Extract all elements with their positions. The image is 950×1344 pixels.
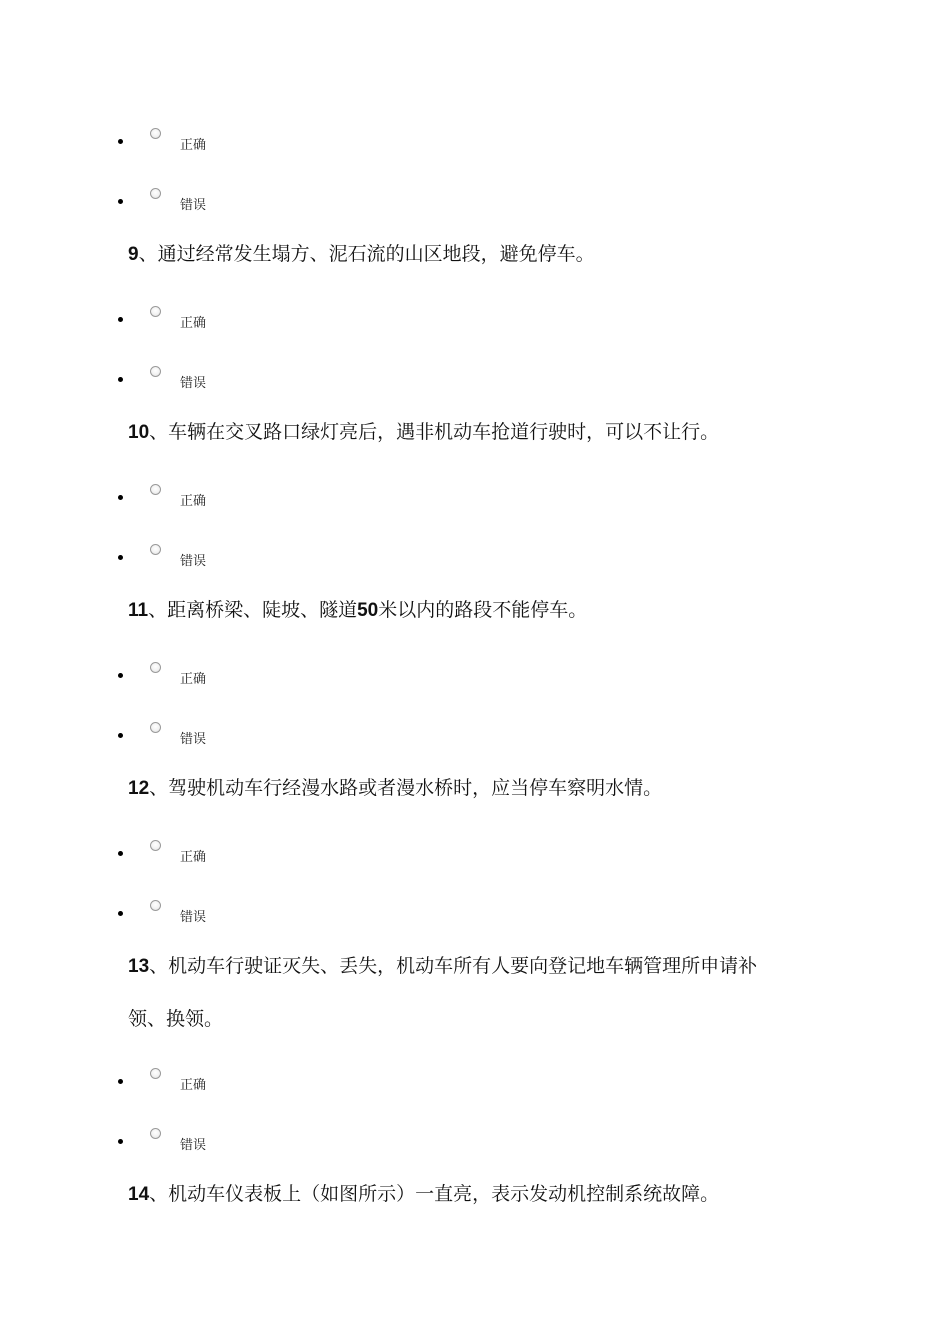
radio-button[interactable] xyxy=(150,722,161,733)
option-correct[interactable] xyxy=(118,484,318,508)
question-number: 10 xyxy=(128,422,150,443)
question-text: 、距离桥梁、陡坡、隧道 xyxy=(148,599,358,621)
option-correct[interactable] xyxy=(118,1068,318,1092)
question-14 xyxy=(128,1169,868,1220)
question-11 xyxy=(128,585,868,636)
question-number: 9 xyxy=(128,244,139,265)
option-correct[interactable] xyxy=(118,662,318,686)
option-wrong[interactable] xyxy=(118,900,318,924)
question-number: 13 xyxy=(128,956,150,977)
question-number: 11 xyxy=(128,600,149,621)
radio-button[interactable] xyxy=(150,188,161,199)
radio-button[interactable] xyxy=(150,1128,161,1139)
option-label: 正确 xyxy=(180,494,207,509)
option-label: 正确 xyxy=(180,1078,207,1093)
radio-button[interactable] xyxy=(150,900,161,911)
option-correct[interactable] xyxy=(118,128,318,152)
option-wrong[interactable] xyxy=(118,366,318,390)
radio-button[interactable] xyxy=(150,484,161,495)
question-9 xyxy=(128,229,868,280)
radio-button[interactable] xyxy=(150,366,161,377)
option-label: 正确 xyxy=(180,138,207,153)
option-label: 错误 xyxy=(180,1138,207,1153)
question-text: 、机动车仪表板上（如图所示）一直亮，表示发动机控制系统故障。 xyxy=(149,1183,720,1205)
question-text: 、驾驶机动车行经漫水路或者漫水桥时，应当停车察明水情。 xyxy=(149,777,663,799)
option-label: 正确 xyxy=(180,672,207,687)
question-number: 14 xyxy=(128,1184,150,1205)
bullet xyxy=(118,911,123,916)
radio-button[interactable] xyxy=(150,662,161,673)
option-correct[interactable] xyxy=(118,306,318,330)
bullet xyxy=(118,555,123,560)
question-number: 12 xyxy=(128,778,150,799)
question-12 xyxy=(128,763,868,814)
bullet xyxy=(118,317,123,322)
option-label: 错误 xyxy=(180,554,207,569)
option-label: 错误 xyxy=(180,732,207,747)
question-text: 米以内的路段不能停车。 xyxy=(378,599,588,621)
bullet xyxy=(118,733,123,738)
radio-button[interactable] xyxy=(150,544,161,555)
radio-button[interactable] xyxy=(150,1068,161,1079)
option-wrong[interactable] xyxy=(118,722,318,746)
option-label: 错误 xyxy=(180,198,207,213)
bullet xyxy=(118,1139,123,1144)
question-line-1 xyxy=(128,941,868,992)
bullet xyxy=(118,139,123,144)
bullet xyxy=(118,1079,123,1084)
question-text: 、通过经常发生塌方、泥石流的山区地段，避免停车。 xyxy=(138,243,595,265)
option-label: 错误 xyxy=(180,376,207,391)
option-correct[interactable] xyxy=(118,840,318,864)
option-label: 正确 xyxy=(180,316,207,331)
question-distance-value: 50 xyxy=(357,600,379,621)
radio-button[interactable] xyxy=(150,128,161,139)
question-10 xyxy=(128,407,868,458)
option-wrong[interactable] xyxy=(118,188,318,212)
radio-button[interactable] xyxy=(150,840,161,851)
question-line-2: 领、换领。 xyxy=(128,1008,224,1030)
question-text: 、车辆在交叉路口绿灯亮后，遇非机动车抢道行驶时，可以不让行。 xyxy=(149,421,720,443)
option-label: 错误 xyxy=(180,910,207,925)
radio-button[interactable] xyxy=(150,306,161,317)
bullet xyxy=(118,377,123,382)
question-text: 、机动车行驶证灭失、丢失，机动车所有人要向登记地车辆管理所申请补 xyxy=(149,955,758,977)
option-wrong[interactable] xyxy=(118,544,318,568)
bullet xyxy=(118,199,123,204)
question-13 xyxy=(128,941,868,1044)
bullet xyxy=(118,673,123,678)
bullet xyxy=(118,851,123,856)
option-wrong[interactable] xyxy=(118,1128,318,1152)
bullet xyxy=(118,495,123,500)
option-label: 正确 xyxy=(180,850,207,865)
